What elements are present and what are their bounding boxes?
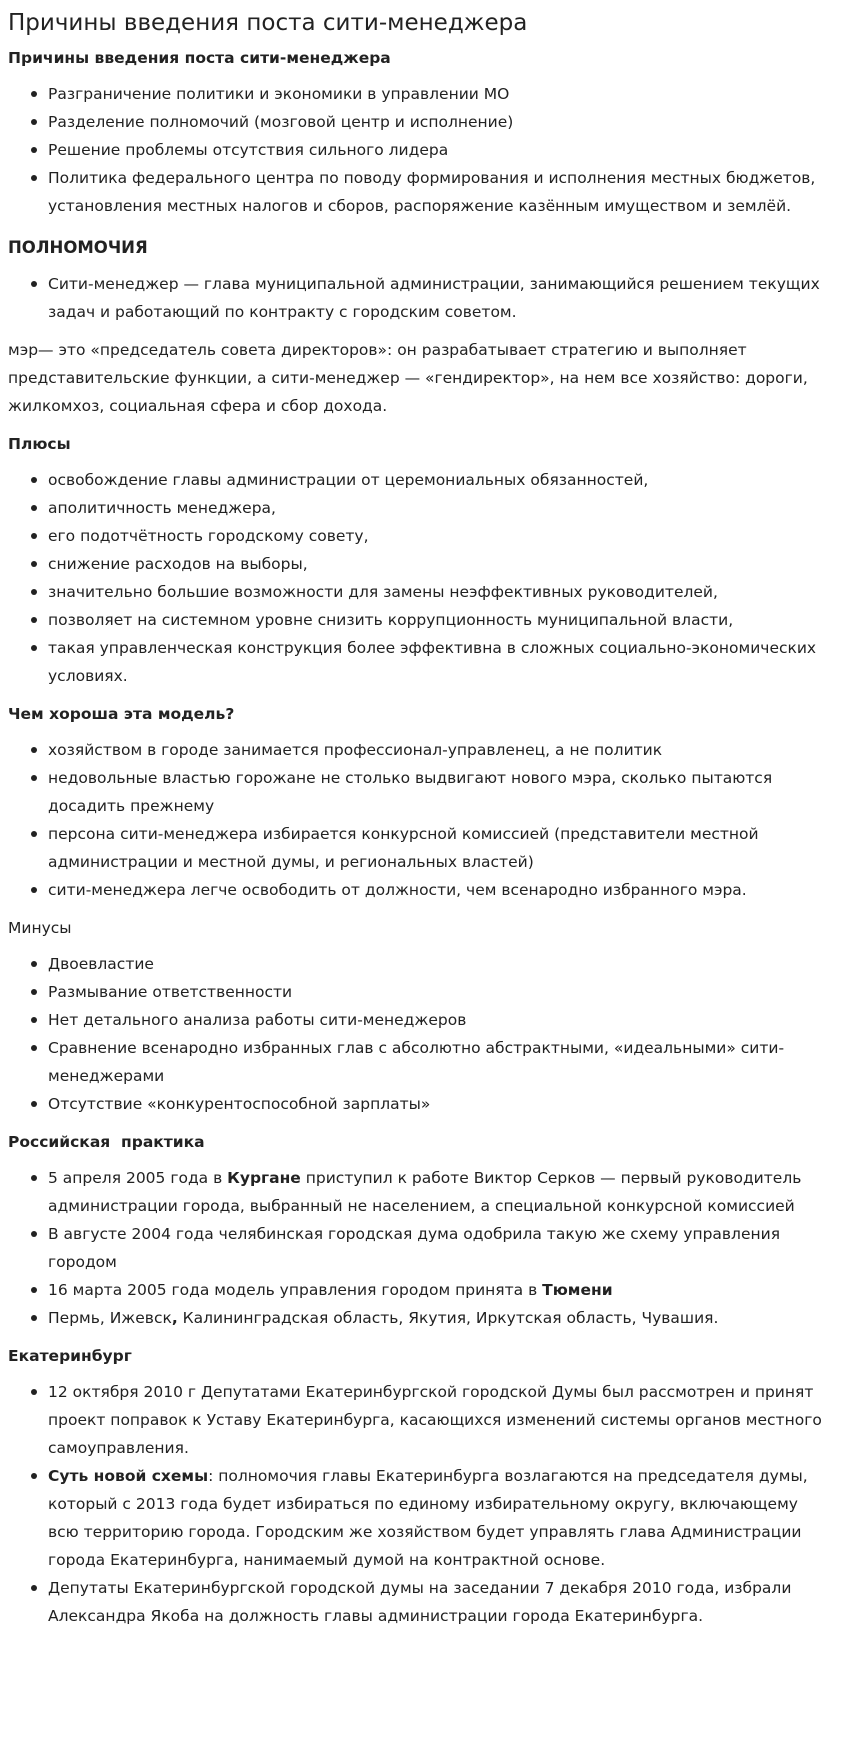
list-item: аполитичность менеджера,: [8, 494, 839, 522]
russian-practice-heading: Российская практика: [8, 1133, 205, 1151]
list-item: 12 октября 2010 г Депутатами Екатеринбургской городской Думы был рассмотрен и принят проект поправок к Уставу Екатеринбурга, касающихся изменений системы органов местного самоуправления.: [8, 1378, 839, 1462]
cons-list: [8, 950, 839, 1118]
list-item: Нет детального анализа работы сити-менеджеров: [8, 1006, 839, 1034]
new-scheme-label: Суть новой схемы: [48, 1467, 209, 1485]
list-item: [8, 1164, 839, 1220]
list-item: сити-менеджера легче освободить от должности, чем всенародно избранного мэра.: [8, 876, 839, 904]
list-item: позволяет на системном уровне снизить коррупционность муниципальной власти,: [8, 606, 839, 634]
page-title: Причины введения поста сити-менеджера: [8, 10, 528, 36]
powers-heading: ПОЛНОМОЧИЯ: [8, 238, 148, 257]
list-item: недовольные властью горожане не столько выдвигают нового мэра, сколько пытаются досадить прежнему: [8, 764, 839, 820]
list-item: Отсутствие «конкурентоспособной зарплаты»: [8, 1090, 839, 1118]
item-comma: ,: [171, 1309, 178, 1327]
item-text: Пермь, Ижевск: [48, 1309, 172, 1327]
list-item: [8, 1276, 839, 1304]
ekaterinburg-list: [8, 1378, 839, 1630]
city-tyumen: Тюмени: [542, 1281, 613, 1299]
reasons-heading: Причины введения поста сити-менеджера: [8, 49, 391, 67]
list-item: Политика федерального центра по поводу формирования и исполнения местных бюджетов, установления местных налогов и сборов, распоряжение казённым имуществом и землёй.: [8, 164, 839, 220]
list-item: значительно большие возможности для замены неэффективных руководителей,: [8, 578, 839, 606]
list-item: Депутаты Екатеринбургской городской думы на заседании 7 декабря 2010 года, избрали Александра Якоба на должность главы администрации города Екатеринбурга.: [8, 1574, 839, 1630]
list-item: освобождение главы администрации от церемониальных обязанностей,: [8, 466, 839, 494]
city-kurgan: Кургане: [227, 1169, 301, 1187]
item-text: приступил к работе Виктор Серков — первый руководитель администрации города, выбранный не населением, а специальной конкурсной комиссией: [48, 1169, 802, 1215]
list-item: Разделение полномочий (мозговой центр и исполнение): [8, 108, 839, 136]
ekaterinburg-heading: Екатеринбург: [8, 1347, 132, 1365]
list-item: В августе 2004 года челябинская городская дума одобрила такую же схему управления городом: [8, 1220, 839, 1276]
list-item: [8, 1304, 839, 1332]
russian-practice-list: [8, 1164, 839, 1332]
list-item: персона сити-менеджера избирается конкурсной комиссией (представители местной администрации и местной думы, и региональных властей): [8, 820, 839, 876]
reasons-list: [8, 80, 839, 220]
list-item: Сравнение всенародно избранных глав с абсолютно абстрактными, «идеальными» сити-менеджерами: [8, 1034, 839, 1090]
item-text: 5 апреля 2005 года в: [48, 1169, 228, 1187]
list-item: его подотчётность городскому совету,: [8, 522, 839, 550]
mayor-paragraph: мэр— это «председатель совета директоров»: он разрабатывает стратегию и выполняет представительские функции, а сити-менеджер — «гендиректор», на нем все хозяйство: дороги, жилкомхоз, социальная сфера и сбор дохода.: [8, 341, 808, 415]
document: [0, 8, 847, 1630]
why-good-list: [8, 736, 839, 904]
list-item: снижение расходов на выборы,: [8, 550, 839, 578]
item-text: 16 марта 2005 года модель управления городом принята в: [48, 1281, 543, 1299]
pros-list: [8, 466, 839, 690]
list-item: Сити-менеджер — глава муниципальной администрации, занимающийся решением текущих задач и работающий по контракту с городским советом.: [8, 270, 839, 326]
item-text: Калининградская область, Якутия, Иркутская область, Чувашия.: [177, 1309, 719, 1327]
list-item: Решение проблемы отсутствия сильного лидера: [8, 136, 839, 164]
list-item: Размывание ответственности: [8, 978, 839, 1006]
list-item: Разграничение политики и экономики в управлении МО: [8, 80, 839, 108]
cons-heading: Минусы: [8, 919, 72, 937]
pros-heading: Плюсы: [8, 435, 71, 453]
list-item: [8, 1462, 839, 1574]
list-item: такая управленческая конструкция более эффективна в сложных социально-экономических условиях.: [8, 634, 839, 690]
list-item: Двоевластие: [8, 950, 839, 978]
why-good-heading: Чем хороша эта модель?: [8, 705, 235, 723]
list-item: хозяйством в городе занимается профессионал-управленец, а не политик: [8, 736, 839, 764]
powers-list: [8, 270, 839, 326]
item-text: : полномочия главы Екатеринбурга возлагаются на председателя думы, который с 2013 года будет избираться по единому избирательному округу, включающему всю территорию города. Городским же хозяйством будет управлять глава Администрации города Екатеринбурга, нанимаемый думой на контрактной основе.: [48, 1467, 808, 1569]
